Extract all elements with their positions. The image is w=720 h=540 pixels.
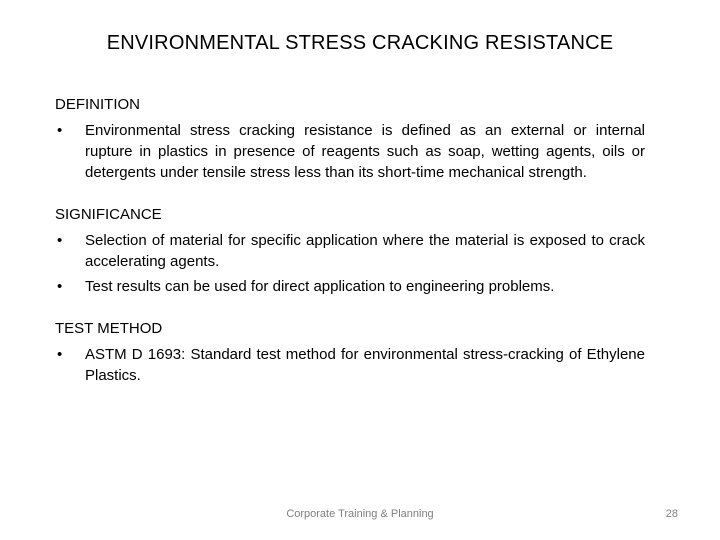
bullet-text: Selection of material for specific application where the material is exposed to crack accelerating agents. bbox=[85, 232, 645, 270]
bullet-item bbox=[55, 230, 645, 272]
section-heading: TEST METHOD bbox=[55, 320, 163, 337]
bullet-text: Test results can be used for direct application to engineering problems. bbox=[85, 278, 555, 295]
bullet-icon: • bbox=[57, 122, 63, 139]
bullet-icon: • bbox=[57, 278, 63, 295]
bullet-item bbox=[55, 120, 645, 183]
bullet-text: ASTM D 1693: Standard test method for environmental stress-cracking of Ethylene Plastics. bbox=[85, 346, 645, 384]
section-test-method bbox=[55, 319, 645, 386]
section-significance bbox=[55, 205, 645, 297]
section-definition bbox=[55, 95, 645, 183]
section-heading: DEFINITION bbox=[55, 96, 140, 113]
bullet-icon: • bbox=[57, 346, 63, 363]
bullet-item bbox=[55, 276, 645, 297]
footer-text: Corporate Training & Planning bbox=[286, 508, 434, 520]
bullet-text: Environmental stress cracking resistance is defined as an external or internal rupture in plastics in presence of reagents such as soap, wetting agents, oils or detergents under tensile stress less than its short-time mechanical strength. bbox=[85, 122, 645, 181]
slide-content bbox=[55, 95, 645, 408]
section-heading: SIGNIFICANCE bbox=[55, 206, 162, 223]
page-number: 28 bbox=[665, 508, 678, 520]
bullet-icon: • bbox=[57, 232, 63, 249]
slide-title: ENVIRONMENTAL STRESS CRACKING RESISTANCE bbox=[106, 32, 614, 54]
bullet-item bbox=[55, 344, 645, 386]
